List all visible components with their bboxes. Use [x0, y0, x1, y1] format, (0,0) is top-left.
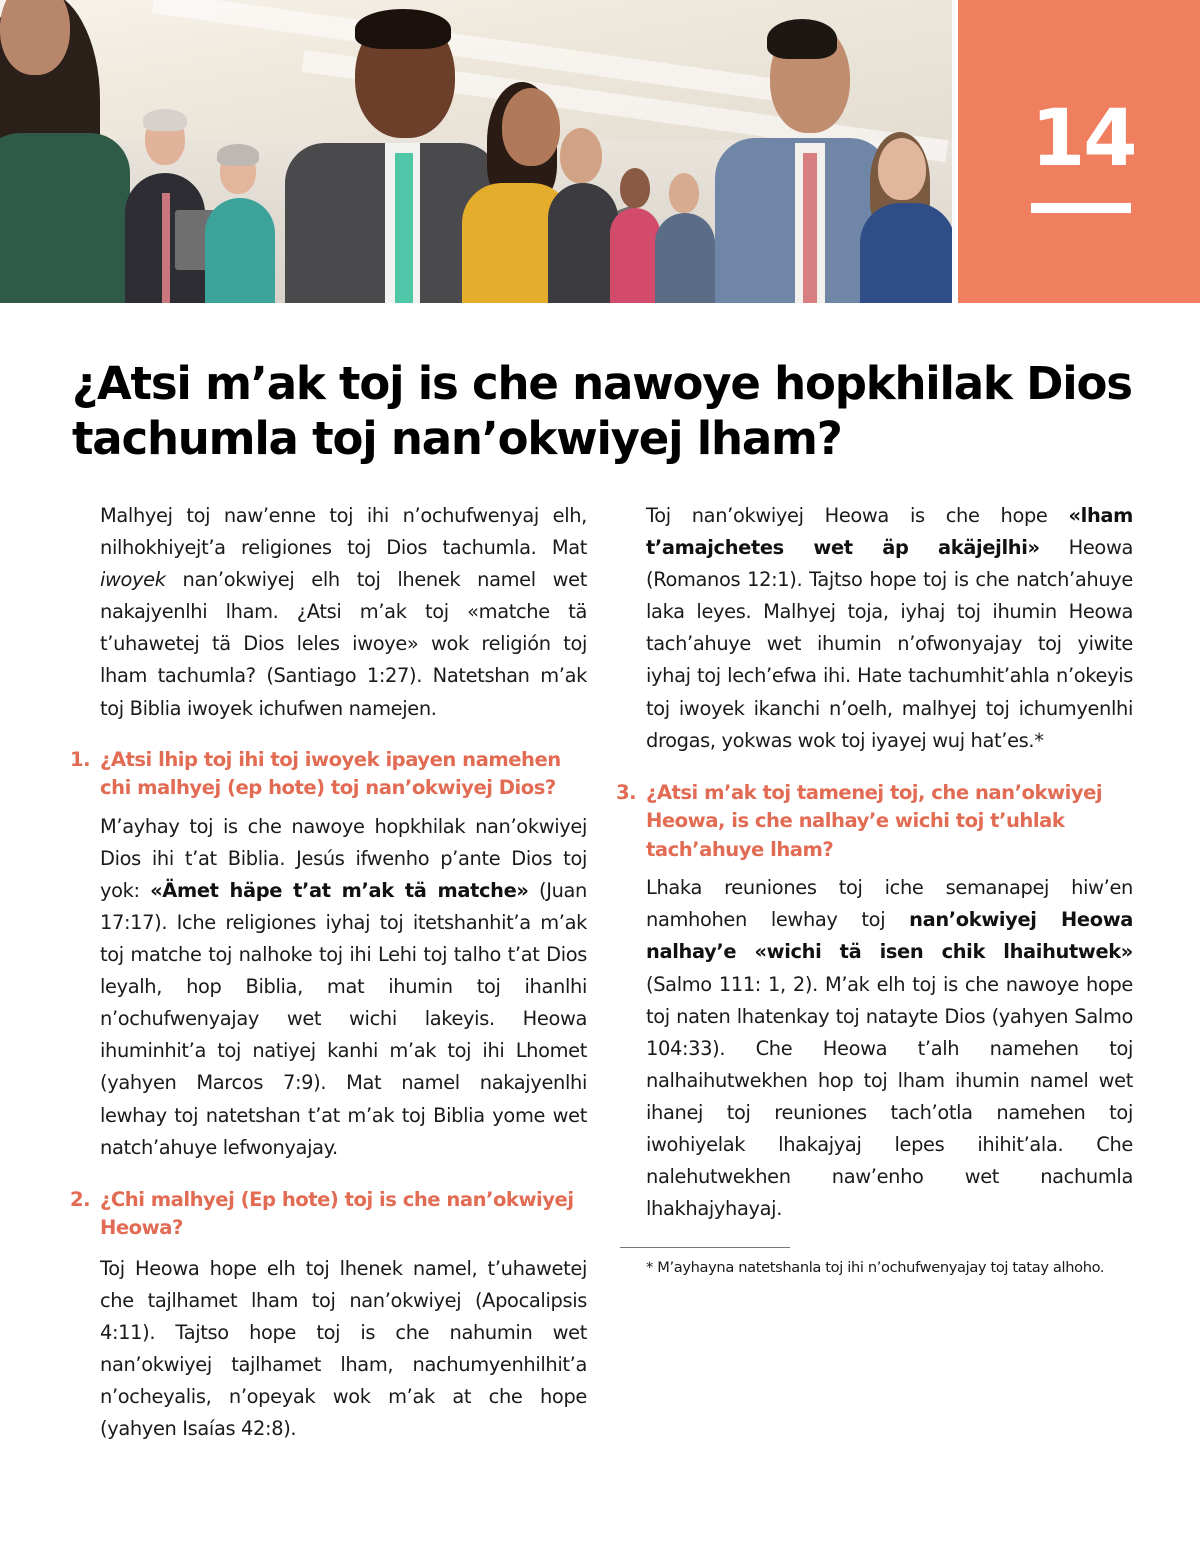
chapter-number-block	[958, 0, 1200, 303]
section-2-paragraph-2: Toj nan’okwiyej Heowa is che hope «lham t’amajchetes wet äp akäjejlhi» Heowa (Romanos 12:1). Tajtso hope toj is che natch’ahuye laka leyes. Malhyej toja, iyhaj toj ihumin Heowa tach’ahuye wet ihumin n’ofwonyajay toj yiwite iyhaj toj lech’efwa ihi. Hate tachumhit’ahla n’okeyis toj iwoyek ikanchi n’oelh, malhyej toj ichumyenlhi drogas, yokwas wok toj iyayej wuj hat’es.*	[646, 504, 1133, 752]
scripture-quote: nan’okwiyej Heowa nalhay’e «wichi tä isen chik lhaihutwek»	[646, 908, 1133, 964]
section-3-question	[616, 779, 1133, 865]
page-title: ¿Atsi m’ak toj is che nawoye hopkhilak Dios tachumla toj nan’okwiyej lham?	[72, 357, 1132, 465]
question-text: ¿Atsi lhip toj ihi toj iwoyek ipayen namehen chi malhyej (ep hote) toj nan’okwiyej Dios?	[100, 747, 561, 800]
section-3-paragraph: Lhaka reuniones toj iche semanapej hiw’en namhohen lewhay toj nan’okwiyej Heowa nalhay’e «wichi tä isen chik lhaihutwek» (Salmo 111: 1, 2). M’ak elh toj is che nawoye hope toj naten lhatenkay toj natayte Dios (yahyen Salmo 104:33). Che Heowa t’alh namehen toj nalhaihutwekhen hop toj lham ihumin namel wet ihanej toj reuniones tach’otla namehen toj iwohiyelak lhakajyaj lepes ihihit’ala. Che nalehutwekhen naw’enho wet nachumla lhakhajyhayaj.	[646, 876, 1133, 1221]
left-column	[70, 500, 587, 1445]
section-number: 2.	[70, 1187, 91, 1211]
intro-emphasis: iwoyek	[100, 568, 166, 592]
section-1-paragraph: M’ayhay toj is che nawoye hopkhilak nan’okwiyej Dios ihi t’at Biblia. Jesús ifwenho p’ante Dios toj yok: «Ämet häpe t’at m’ak tä matche» (Juan 17:17). Iche religiones iyhaj toj itetshanhit’a m’ak toj matche toj nalhoke toj ihi Lehi toj talho t’at Dios leyalh, hop Biblia, mat ihumin toj ihanlhi n’ochufwenyajay wet wichi lakeyis. Heowa ihuminhit’a toj natiyej kanhi m’ak toj ihi Lhomet (yahyen Marcos 7:9). Mat namel nakajyenlhi lewhay toj natetshan t’at m’ak toj Biblia yome wet natch’ahuye lefwonyajay.	[100, 814, 587, 1159]
right-column	[616, 500, 1133, 1278]
footnote-divider	[620, 1247, 790, 1248]
hero-person	[205, 148, 275, 303]
chapter-number: 14	[1031, 94, 1136, 184]
section-2-paragraph-1: Toj Heowa hope elh toj lhenek namel, t’uhawetej che tajlhamet lham toj nan’okwiyej (Apocalipsis 4:11). Tajtso hope toj is che nahumin wet nan’okwiyej tajlhamet lham, nachumyenhilhit’a n’ocheyalis, n’opeyak wok m’ak at che hope (yahyen Isaías 42:8).	[100, 1256, 587, 1441]
section-1-question	[70, 746, 587, 803]
section-number: 3.	[616, 780, 637, 804]
hero-person	[610, 168, 660, 303]
chapter-underline	[1031, 203, 1131, 213]
question-text: ¿Chi malhyej (Ep hote) toj is che nan’okwiyej Heowa?	[100, 1187, 574, 1240]
section-number: 1.	[70, 747, 91, 771]
hero-photo	[0, 0, 952, 303]
hero-person	[655, 173, 715, 303]
scripture-quote: «Ämet häpe t’at m’ak tä matche»	[150, 878, 529, 902]
intro-paragraph: Malhyej toj naw’enne toj ihi n’ochufwenyaj elh, nilhokhiyejt’a religiones toj Dios tachumla. Mat iwoyek nan’okwiyej elh toj lhenek namel wet nakajyenlhi lham. ¿Atsi m’ak toj «matche tä t’uhawetej tä Dios leles iwoye» wok religión toj lham tachumla? (Santiago 1:27). Natetshan m’ak toj Biblia iwoyek ichufwen namejen.	[100, 504, 587, 720]
scripture-quote: «lham t’amajchetes wet äp akäjejlhi»	[646, 504, 1133, 560]
hero-person	[0, 0, 130, 303]
footnote: * M’ayhayna natetshanla toj ihi n’ochufwenyajay toj tatay alhoho.	[646, 1259, 1105, 1277]
question-text: ¿Atsi m’ak toj tamenej toj, che nan’okwiyej Heowa, is che nalhay’e wichi toj t’uhlak tach’ahuye lham?	[646, 780, 1103, 861]
hero-person	[860, 138, 952, 303]
section-2-question	[70, 1186, 587, 1243]
hero-person	[125, 113, 205, 303]
hero-person	[548, 128, 618, 303]
